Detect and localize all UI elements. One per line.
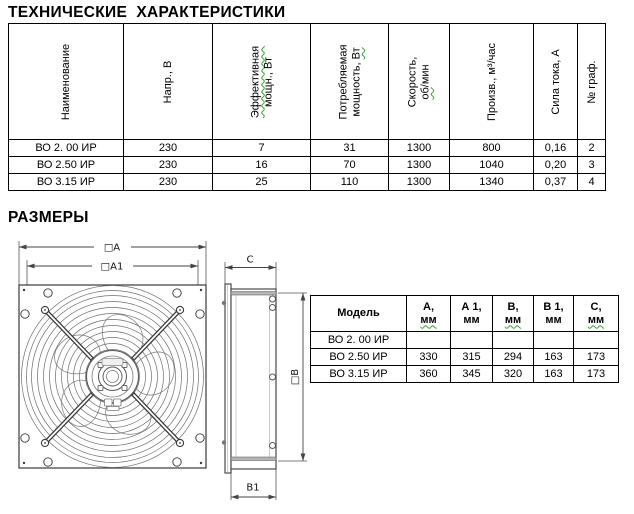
housing-bottom-band	[231, 457, 276, 461]
spec-cell: 0,20	[534, 157, 578, 174]
dim-cell: 173	[574, 366, 619, 383]
dim-cell: 360	[407, 366, 451, 383]
spec-cell: 1300	[389, 157, 450, 174]
header-label: С,	[590, 300, 602, 313]
col-header-a	[407, 296, 451, 332]
dim-cell-model: ВО 3.15 ИР	[311, 366, 407, 383]
header-label: Эффективная	[249, 45, 261, 118]
dim-cell: 330	[407, 349, 451, 366]
dim-cell	[574, 332, 619, 349]
spec-cell: 31	[311, 140, 389, 157]
header-label: Скорость,	[406, 56, 419, 107]
dim-cell	[407, 332, 451, 349]
dim-b1-label: B1	[246, 482, 260, 494]
spec-cell: 16	[213, 157, 311, 174]
col-header-consumed-power	[311, 24, 389, 140]
header-label: мм	[504, 313, 522, 326]
spec-header-row	[9, 24, 606, 140]
housing-top-band	[231, 292, 276, 296]
spec-cell: 0,16	[534, 140, 578, 157]
spec-row	[9, 157, 606, 174]
col-header-name	[9, 24, 124, 140]
dim-cell: 294	[493, 349, 534, 366]
header-label: мощн., Вт	[261, 56, 274, 107]
fan-front-view-drawing	[19, 241, 206, 469]
dimension-a	[19, 241, 206, 254]
dim-a-label: □A	[103, 242, 121, 254]
spec-cell: 230	[124, 174, 213, 191]
col-header-c	[574, 296, 619, 332]
page-title: ТЕХНИЧЕСКИЕ ХАРАКТЕРИСТИКИ	[8, 4, 286, 21]
spec-cell: 1040	[450, 157, 534, 174]
col-header-effective-power	[213, 24, 311, 140]
spec-cell: 1300	[389, 140, 450, 157]
mounting-flange	[225, 284, 231, 473]
header-label: /мин	[419, 63, 431, 87]
header-label: Наименование	[59, 43, 72, 120]
dim-cell: 163	[534, 349, 574, 366]
dimensions-table	[310, 295, 619, 383]
dim-a1-label: □A1	[100, 261, 124, 273]
col-header-flow	[450, 24, 534, 140]
col-header-speed	[389, 24, 450, 140]
hub-brand-label	[102, 359, 123, 366]
header-label: А,	[423, 300, 434, 313]
header-label: Сила тока, А	[549, 48, 562, 115]
header-label: мм	[463, 313, 480, 326]
header-label: об	[419, 86, 431, 100]
spec-cell: 230	[124, 157, 213, 174]
dim-b-label: □B	[290, 368, 301, 386]
fan-side-view-drawing	[222, 255, 307, 501]
dim-cell-model: ВО 2.50 ИР	[311, 349, 407, 366]
header-label: А 1,	[461, 300, 482, 313]
header-label: мощность,	[349, 58, 362, 117]
col-header-current	[534, 24, 578, 140]
spec-cell: 7	[213, 140, 311, 157]
spec-cell: 3	[578, 157, 606, 174]
dim-header-row	[311, 296, 619, 332]
col-header-graph	[578, 24, 606, 140]
col-header-a1	[451, 296, 493, 332]
dim-cell: 320	[493, 366, 534, 383]
spec-row	[9, 174, 606, 191]
dim-cell: 163	[534, 366, 574, 383]
dimension-c	[225, 255, 276, 270]
dim-row	[311, 366, 619, 383]
spec-cell: 0,37	[534, 174, 578, 191]
spec-cell: 4	[578, 174, 606, 191]
dim-cell	[534, 332, 574, 349]
dim-cell: 315	[451, 349, 493, 366]
dim-c-label: C	[246, 254, 254, 266]
header-label: Напр., В	[161, 60, 174, 103]
col-header-b	[493, 296, 534, 332]
header-label: мм	[420, 313, 437, 326]
spec-cell-model: ВО 3.15 ИР	[9, 174, 124, 191]
header-label: В 1,	[543, 300, 564, 313]
spec-cell-model: ВО 2.50 ИР	[9, 157, 124, 174]
dim-row	[311, 349, 619, 366]
header-label: № граф.	[585, 59, 598, 104]
spec-table	[8, 23, 606, 191]
col-header-voltage	[124, 24, 213, 140]
dimension-a1	[27, 260, 198, 273]
dim-cell	[493, 332, 534, 349]
spec-cell: 25	[213, 174, 311, 191]
dim-row	[311, 332, 619, 349]
dim-cell	[451, 332, 493, 349]
spec-cell: 1300	[389, 174, 450, 191]
header-label: Потребляемая	[337, 44, 349, 119]
col-header-b1	[534, 296, 574, 332]
spec-cell: 230	[124, 140, 213, 157]
spec-cell: 800	[450, 140, 534, 157]
col-header-model: Модель	[311, 296, 407, 332]
spec-cell: 2	[578, 140, 606, 157]
header-label: В,	[507, 300, 519, 313]
spec-row	[9, 140, 606, 157]
dim-cell-model: ВО 2. 00 ИР	[311, 332, 407, 349]
spec-cell: 110	[311, 174, 389, 191]
spec-cell: 1340	[450, 174, 534, 191]
header-label: Произв., м³/час	[485, 42, 498, 121]
dimension-b1	[231, 483, 276, 500]
dimensions-section-title: РАЗМЕРЫ	[8, 209, 89, 226]
header-label: Вт	[349, 46, 362, 59]
spec-cell: 70	[311, 157, 389, 174]
header-label: мм	[587, 313, 605, 326]
dim-cell: 345	[451, 366, 493, 383]
spec-cell-model: ВО 2. 00 ИР	[9, 140, 124, 157]
dim-cell: 173	[574, 349, 619, 366]
header-label: мм	[545, 313, 562, 326]
dimension-b	[290, 293, 305, 461]
